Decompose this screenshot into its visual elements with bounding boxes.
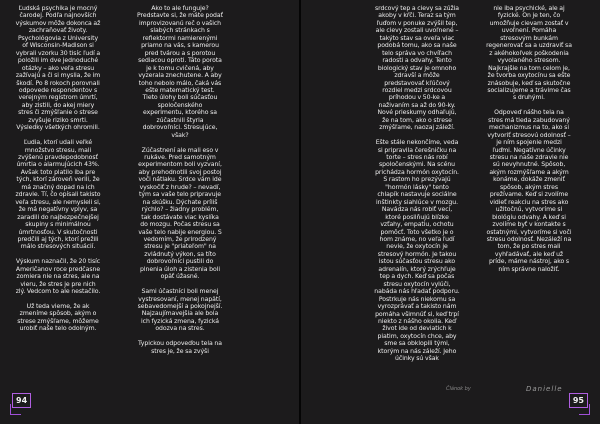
author-signature: Danielle (526, 385, 563, 393)
paragraph: Už teda vieme, že ak zmeníme spôsob, akým o strese zmýšľame, môžeme urobiť naše telo odolným. (17, 302, 99, 333)
page-number: 94 (12, 393, 31, 408)
right-column-2 (486, 5, 572, 281)
paragraph: Výskum naznačil, že 20 tisíc Američanov roce predčasne zomiera nie na stres, ale na vieru, že stres je pre nich zlý. Vedcom to ale nestačilo. (15, 258, 101, 296)
left-page (0, 0, 299, 424)
paragraph: Zúčastnení ale mali eso v rukáve. Pred samotným experimentom boli vyzvaní, aby prehodnotili svoj postoj voči nátlaku. Srdce vám ide vyskočiť z hrude? – nevadí, tým sa vaše telo pripravuje na skúšku. Dýchate príliš rýchlo? – žiadny problém, tak dostávate viac kyslíka do mozgu. Počas stresu sa vaše telo nabije energiou. S vedomím, že prirodzený stresu je "priateľom" na zvládnutý výkon, sa títo dobrovoľníci pustili do plnenia úloh a zistenia boli opäť úžasné. (138, 146, 222, 281)
paragraph: Typickou odpoveďou tela na stres je, že sa zvýši (138, 340, 222, 355)
article-credit-label: Článok by (446, 386, 471, 392)
paragraph: Sami účastníci boli menej vystresovaní, menej napätí, sebavedomejší a pokojnejší. Najzaujímavejšia ale bola ich fyzická zmena, fyzická odozva na stres. (137, 288, 223, 333)
paragraph: Ľudia, ktorí udali veľké množstvo stresu, mali zvýšenú pravdepodobnosť úmrtia o alarmujúcich 43%. Avšak toto platilo iba pre tých, ktorí zároveň verili, že má značný dopad na ich zdravie. Tí, čo opísali takisto veľa stresu, ale nemysleli si, že má negatívny vplyv, sa zaradili do najbezpečnejšej skupiny s minimálnou úmrtnosťou. V skutočnosti predčili aj tých, ktorí prežili málo stresových situácií. (15, 139, 101, 251)
right-page (301, 0, 600, 424)
left-column-2 (137, 5, 223, 363)
paragraph: srdcový tep a cievy sa zúžia akoby v kŕči. Teraz sa tým ľuďom v ponuke zvýšil tep, ale cievy zostali uvoľnené – takýto stav sa oveľa viac podobá tomu, ako sa naše telo správa vo chvíľach radosti a odvahy. Tento biologický stav je omnoho zdravší a môže predstavovať kľúčový rozdiel medzi srdcovou príhodou v 50-ke a naživaním sa až do 90-ky. Nové prieskumy odhaľujú, že na tom, ako o strese zmýšľame, naozaj záleží. (374, 5, 460, 132)
paragraph: Ako to ale funguje? Predstavte si, že máte podať improvizovanú reč o vašich slabých stránkach s reflektormi namierenými priamo na vás, s kamerou pred tvárou a s porotou sediacou oproti. Táto porota je k tomu cvičená, aby vyzerala znechutene. A aby toho nebolo málo, čaká vás ešte matematický test. Tieto úlohy boli súčasťou spoločenského experimentu, ktorého sa zúčastnili štyria dobrovoľníci. Stresujúce, však? (137, 5, 223, 139)
left-column-1 (15, 5, 101, 340)
paragraph: Odpoveď nášho tela na stres má tieda zabudovaný mechanizmus na to, ako si vytvoriť stresovú odolnosť – je ním spojenie medzi ľuďmi. Negatívne účinky stresu na naše zdravie nie sú nevyhnutné. Spôsob, akým rozmýšľame a akým konáme, dokáže zmeniť spôsob, akým stres prežívame. Keď si zvolíme vidieť reakciu na stres ako užitočnú, vytvoríme si biológiu odvahy. A keď si zvolíme byť v kontakte s ostatnými, vytvoríme si voči stresu odolnosť. Nezáleží na tom, že po stres mali vyhľadávať, ale keď už príde, máme nástroj, ako s ním správne naložiť. (486, 109, 572, 273)
paragraph: Ľudská psychika je mocný čarodej. Podľa najnovších výskumov môže dokonca až zachraňovať životy. Psychológovia z University of Wisconsin-Madison si vybrali vzorku 30 tisíc ľudí a položili im dve jednoduché otázky – ako veľa stresu zažívajú a či si myslia, že im škodí. Po 8 rokoch porovnali odpovede respondentov s verejným registrom úmrtí, aby zistili, do akej miery stres či zmýšľanie o strese zvyšuje riziko smrti. Výsledky všetkých ohromili. (15, 5, 101, 132)
paragraph: Ešte stále nekončíme, veda si pripravila čerešničku na torte – stres nás robí spoločenskými. Na scénu prichádza hormón oxytocín. S rastom ho prezývajú "hormón lásky" tento chlapík nastavuje sociálne inštinkty siahlúce v mozgu. Navádza nás robiť veci, ktoré posilňujú blízke vzťahy, empatiu, ochotu pomôcť. Toto všetko je o hom známe, no veľa ľudí nevie, že oxytocín je stresový hormón. Je takou istou súčasťou stresu ako adrenalín, ktorý zrýchľuje tep a dych. Keď sa počas stresu oxytocín vylúči, nabáda nás hľadať podporu. Postrkuje nás niekomu sa vyrozprávať a takisto nám pomáha všimnúť si, keď trpí niekto z nášho okolia. Keď život ide od deviatich k piatim, oxytocín chce, aby sme sa obklopili tými, ktorým na nás záleží. Jeho účinky sú však (374, 139, 460, 363)
page-number: 95 (569, 393, 588, 408)
right-column-1 (374, 5, 460, 370)
paragraph: nie iba psychické, ale aj fyzické. On je ten, čo umožňuje cievam zostať v uvoľnení. Pomáha stresovým bunkám regenerovať sa a uzdraviť sa z akéhokoľvek poškodenia vyvolaného stresom. Najkrajšie na tom celom je, že tvorba oxytocínu sa ešte znásobuje, keď sa skutočne socializujeme a trávime čas s druhými. (486, 5, 572, 102)
